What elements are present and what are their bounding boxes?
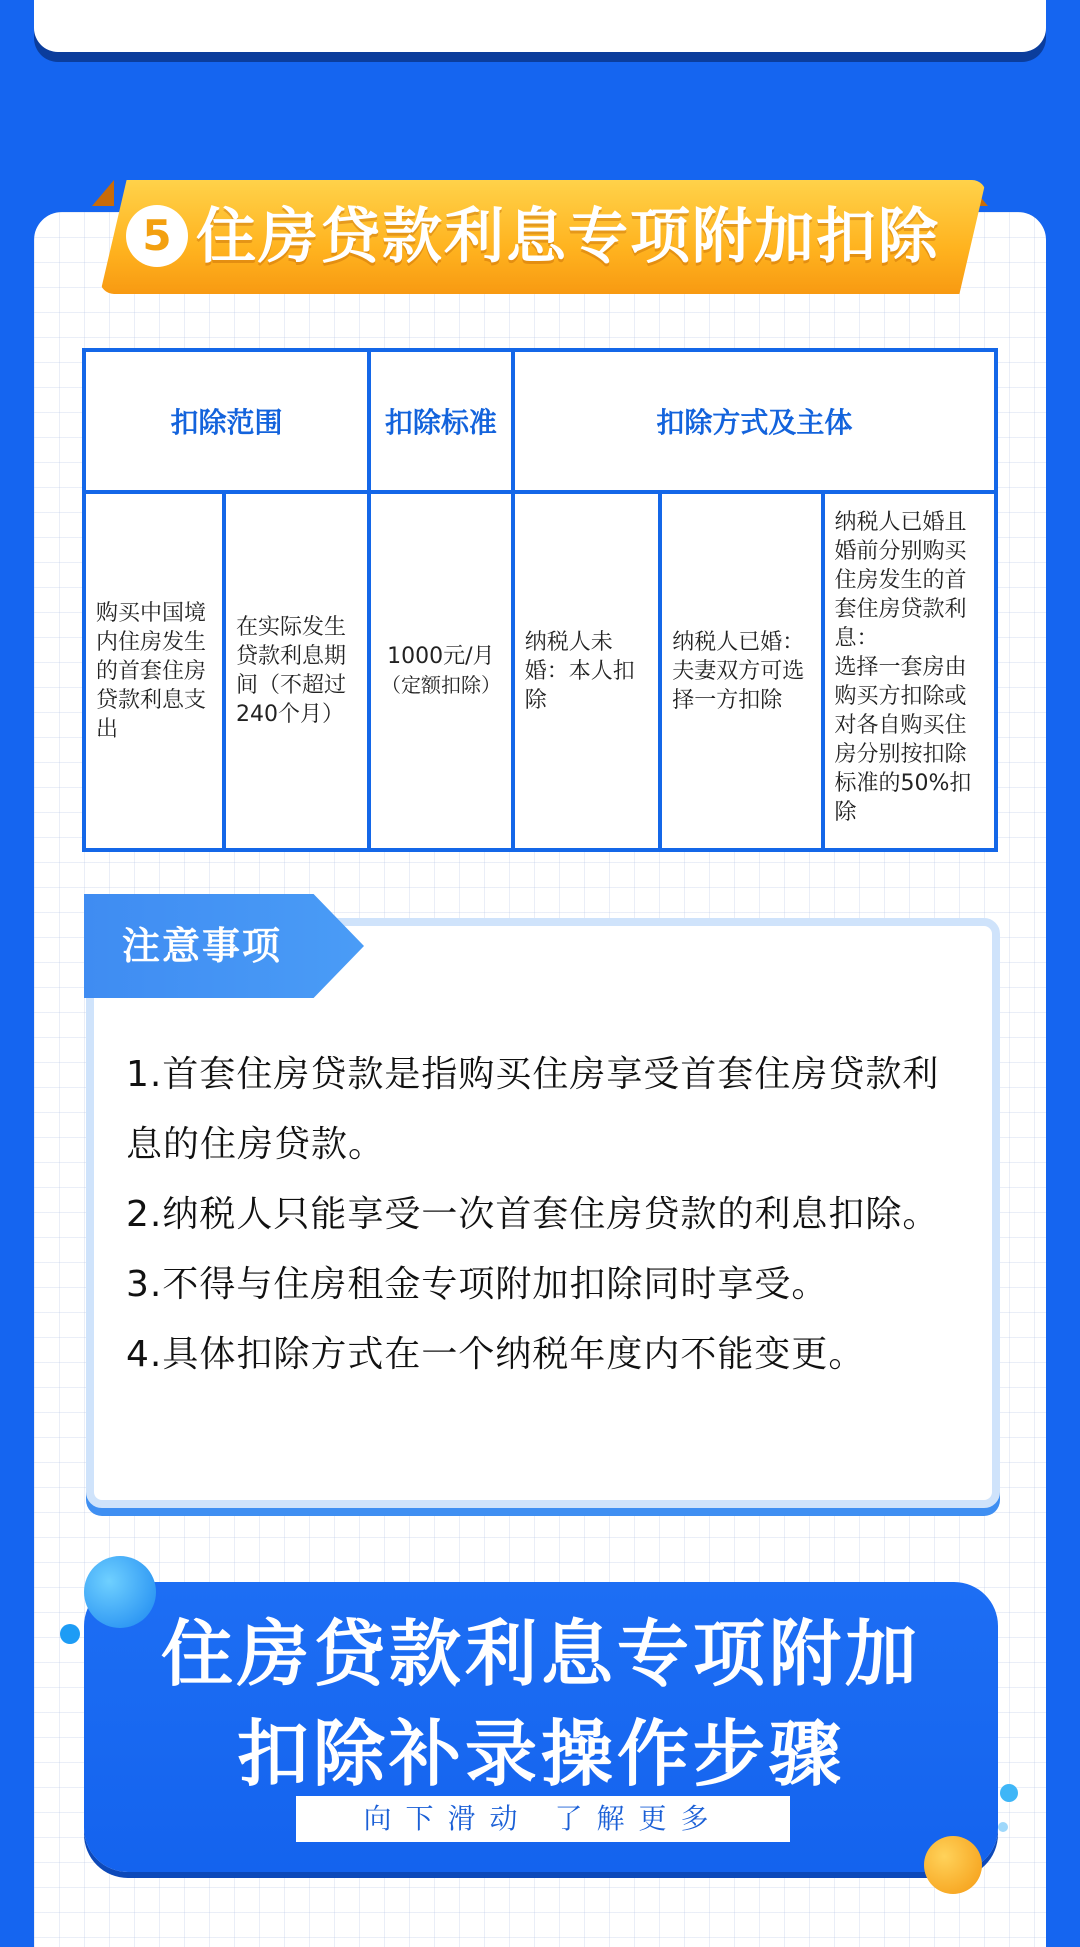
scroll-hint: 向下滑动 了解更多 (296, 1796, 790, 1842)
standard-amount: 1000元/月 (387, 644, 495, 669)
banner-title-line2: 扣除补录操作步骤 (236, 1712, 845, 1796)
section-number-badge: 5 (126, 205, 188, 267)
notice-list (126, 1040, 974, 1390)
cell-method-unmarried: 纳税人未婚：本人扣除 (513, 492, 660, 850)
header-scope: 扣除范围 (84, 350, 369, 492)
list-item: 2.纳税人只能享受一次首套住房贷款的利息扣除。 (126, 1194, 940, 1235)
list-item: 3.不得与住房租金专项附加扣除同时享受。 (126, 1264, 829, 1305)
list-item: 4.具体扣除方式在一个纳税年度内不能变更。 (126, 1334, 866, 1375)
premarital-detail: 选择一套房由购买方扣除或对各自购买住房分别按扣除标准的50%扣除 (834, 655, 972, 825)
deduction-table (82, 348, 998, 852)
section-title: 住房贷款利息专项附加扣除 (196, 202, 940, 272)
decor-dot-icon (1000, 1784, 1018, 1802)
list-item: 1.首套住房贷款是指购买住房享受首套住房贷款利息的住房贷款。 (126, 1054, 940, 1165)
cell-method-premarital (823, 492, 997, 850)
ribbon-fold-left (92, 180, 114, 206)
decor-dot-icon (60, 1624, 80, 1644)
cell-scope-period: 在实际发生贷款利息期间（不超过240个月） (224, 492, 369, 850)
decor-orange-circle-icon (924, 1836, 982, 1894)
cell-scope-item: 购买中国境内住房发生的首套住房贷款利息支出 (84, 492, 224, 850)
table-row (84, 492, 996, 850)
cell-method-married: 纳税人已婚：夫妻双方可选择一方扣除 (660, 492, 822, 850)
banner-title-line1: 住房贷款利息专项附加 (160, 1612, 921, 1696)
previous-card (34, 0, 1046, 52)
banner-title (84, 1604, 998, 1804)
header-standard: 扣除标准 (369, 350, 513, 492)
standard-note: （定额扣除） (381, 673, 501, 697)
header-method: 扣除方式及主体 (513, 350, 996, 492)
decor-dot-icon (998, 1822, 1008, 1832)
cell-standard (369, 492, 513, 850)
table-header-row (84, 350, 996, 492)
notice-title: 注意事项 (122, 924, 283, 968)
premarital-title: 纳税人已婚且婚前分别购买住房发生的首套住房贷款利息： (834, 510, 967, 651)
